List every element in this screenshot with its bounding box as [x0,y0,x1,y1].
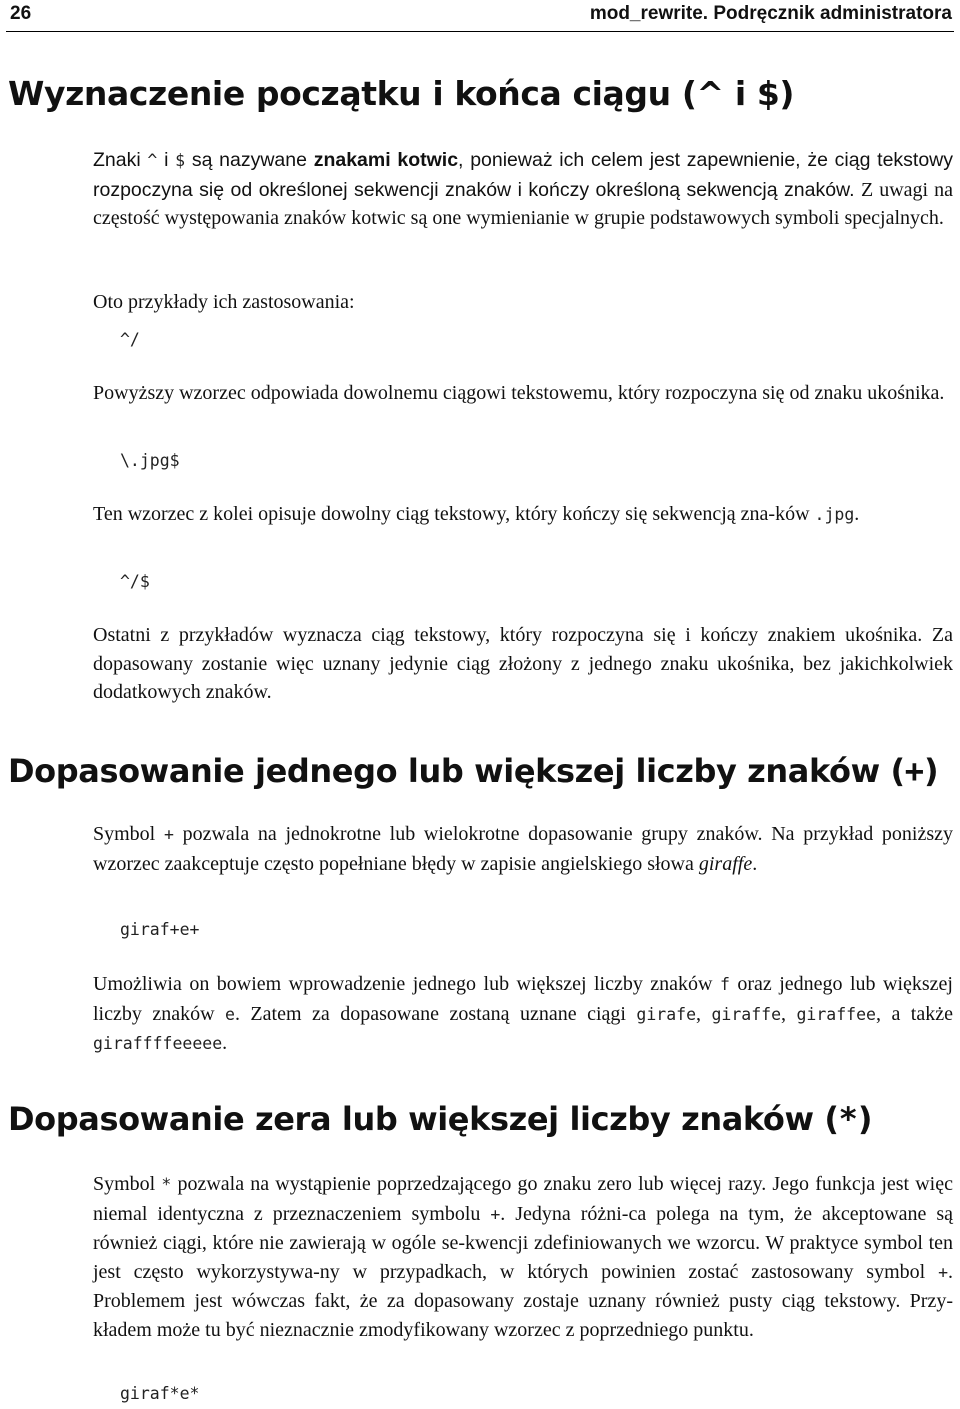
page-number: 26 [10,3,32,24]
code-example: giraf+e+ [120,920,200,939]
inline-code: girafe [636,1004,697,1024]
bold-term: znakami kotwic [313,149,459,171]
paragraph-explanation-3: Ostatni z przykładów wyznacza ciąg tekstowy, który rozpoczyna się i kończy znakiem ukośnika. Za dopasowany zostanie więc uznany jedynie ciąg złożony z jednego znaku ukośnika, bez jakichkolwiek dodatkowych znaków. [93,624,953,703]
inline-code: * [161,1175,172,1194]
code-example: ^/$ [120,572,150,591]
paragraph-explanation-2: Ten wzorzec z kolei opisuje dowolny ciąg tekstowy, który kończy się sekwencją zna-ków .jpg. [93,503,860,525]
section-heading-star: Dopasowanie zera lub większej liczby znaków (*) [8,1100,873,1138]
running-title: mod_rewrite. Podręcznik administratora [589,3,952,24]
code-example: ^/ [120,330,140,349]
inline-code: giraffe [711,1004,782,1024]
inline-code: + [490,1204,501,1224]
inline-code: giraffffeeeee [93,1034,223,1053]
page-header [6,0,954,32]
paragraph-plus-explanation: Umożliwia on bowiem wprowadzenie jednego lub większej liczby znaków f oraz jednego lub większej liczby znaków e. Zatem za dopasowane zostaną uznane ciągi girafe, giraffe, giraffee, a także giraffffeeeee. [93,973,953,1054]
paragraph-examples-intro: Oto przykłady ich zastosowania: [93,291,355,313]
section-heading-anchors: Wyznaczenie początku i końca ciągu (^ i $) [8,74,795,113]
inline-code: e [225,1004,235,1024]
inline-code: $ [175,151,186,170]
code-example: \.jpg$ [120,451,180,470]
paragraph-anchors-intro: Znaki ^ i $ są nazywane znakami kotwic, ponieważ ich celem jest zapewnienie, że ciąg tekstowy rozpoczyna się od określonej sekwencji znaków i kończy określoną sekwencją znaków. Z uwagi na częstość występowania znaków kotwic są one wymienianie w grupie podstawowych symboli specjalnych. [93,149,954,229]
inline-code: ^ [147,151,158,170]
paragraph-explanation-1: Powyższy wzorzec odpowiada dowolnemu ciągowi tekstowemu, który rozpoczyna się od znaku ukośnika. [93,382,945,404]
inline-code: + [163,825,174,844]
inline-code: giraffee [796,1004,876,1024]
section-heading-plus: Dopasowanie jednego lub większej liczby znaków (+) [8,752,939,790]
paragraph-star-explanation: Symbol * pozwala na wystąpienie poprzedzającego go znaku zero lub więcej razy. Jego funkcja jest więc niemal identyczna z przeznaczeniem symbolu +. Jedyna różni-ca polega na tym, że akceptowane są również ciągi, które nie zawierają w ogóle se-kwencji zdefiniowanych we wzorcu. W praktyce symbol ten jest często wykorzystywa-ny w przypadkach, w których powinien zostać zastosowany symbol +. Problemem jest wówczas fakt, że za dopasowany zostaje uznany również pusty ciąg tekstowy. Przy-kładem może tu być nieznacznie zmodyfikowany wzorzec z poprzedniego punktu. [93,1173,953,1341]
paragraph-plus-intro: Symbol + pozwala na jednokrotne lub wielokrotne dopasowanie grupy znaków. Na przykład poniższy wzorzec zaakceptuje często popełniane błędy w zapisie angielskiego słowa giraffe. [93,823,953,875]
code-example: giraf*e* [120,1384,200,1403]
italic-word: giraffe [698,852,753,875]
inline-code: + [938,1262,948,1282]
inline-code: f [719,975,730,994]
inline-code: .jpg [814,505,855,524]
